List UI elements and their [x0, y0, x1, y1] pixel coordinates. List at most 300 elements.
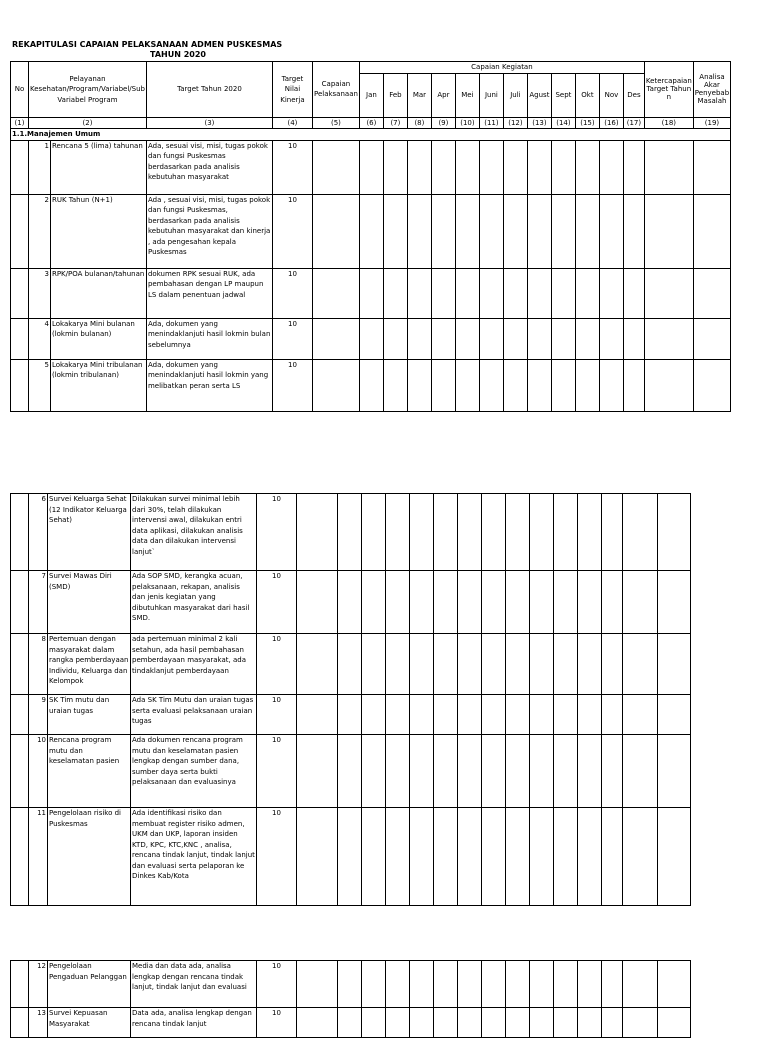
blank-cell: [11, 359, 29, 411]
table-row: [11, 140, 731, 194]
month-cell: [407, 194, 431, 268]
program-name: Lokakarya Mini tribulanan (lokmin tribulanan): [50, 359, 146, 411]
month-cell: [578, 808, 602, 906]
month-cell: [434, 808, 458, 906]
table-row: [11, 808, 691, 906]
month-cell: [530, 571, 554, 634]
analisa-cell: [658, 695, 691, 735]
month-cell: [410, 1008, 434, 1038]
header-pelayanan: Pelayanan Kesehatan/Program/Variabel/Sub Variabel Program: [29, 62, 147, 118]
program-name: Lokakarya Mini bulanan (lokmin bulanan): [50, 318, 146, 359]
month-cell: [383, 268, 407, 318]
month-cell: [623, 359, 644, 411]
month-cell: [359, 318, 383, 359]
month-cell: [479, 268, 503, 318]
column-number: (10): [455, 117, 479, 129]
ketercapaian-cell: [623, 961, 658, 1008]
month-cell: [410, 634, 434, 695]
target-description: dokumen RPK sesuai RUK, ada pembahasan dengan LP maupun LS dalam penentuan jadwal: [146, 268, 272, 318]
month-cell: [602, 634, 623, 695]
month-cell: [578, 634, 602, 695]
month-cell: [623, 194, 644, 268]
month-cell: [575, 140, 599, 194]
month-cell: [383, 140, 407, 194]
month-cell: [482, 634, 506, 695]
month-cell: [386, 695, 410, 735]
row-number: 3: [29, 268, 51, 318]
month-cell: [434, 735, 458, 808]
capaian-cell: [312, 140, 359, 194]
target-score: 10: [257, 695, 297, 735]
month-cell: [383, 194, 407, 268]
blank-cell: [11, 735, 29, 808]
month-cell: [338, 1008, 362, 1038]
month-cell: [599, 318, 623, 359]
analisa-cell: [658, 1008, 691, 1038]
month-cell: [623, 140, 644, 194]
month-cell: [602, 735, 623, 808]
table-row: [11, 695, 691, 735]
month-cell: [410, 571, 434, 634]
month-cell: [599, 268, 623, 318]
month-cell: [455, 359, 479, 411]
program-name: RPK/POA bulanan/tahunan: [50, 268, 146, 318]
row-number: 8: [29, 634, 48, 695]
blank-cell: [11, 961, 29, 1008]
ketercapaian-cell: [623, 735, 658, 808]
target-score: 10: [257, 961, 297, 1008]
target-score: 10: [257, 808, 297, 906]
target-score: 10: [272, 359, 312, 411]
month-cell: [530, 634, 554, 695]
month-header: Feb: [383, 73, 407, 117]
ketercapaian-cell: [623, 808, 658, 906]
month-header: Agust: [527, 73, 551, 117]
month-cell: [458, 808, 482, 906]
program-name: Rencana 5 (lima) tahunan: [50, 140, 146, 194]
table-body-2: [11, 494, 691, 906]
column-number: (15): [575, 117, 599, 129]
program-name: Survei Kepuasan Masyarakat: [48, 1008, 131, 1038]
month-cell: [530, 695, 554, 735]
column-number: (1): [11, 117, 29, 129]
target-description: Ada SOP SMD, kerangka acuan, pelaksanaan, rekapan, analisis dan jenis kegiatan yang dibutuhkan masyarakat dari hasil SMD.: [131, 571, 257, 634]
month-cell: [599, 140, 623, 194]
month-cell: [575, 359, 599, 411]
capaian-cell: [297, 1008, 338, 1038]
month-cell: [482, 961, 506, 1008]
month-cell: [386, 494, 410, 571]
month-cell: [482, 571, 506, 634]
ketercapaian-cell: [623, 695, 658, 735]
month-cell: [458, 571, 482, 634]
blank-cell: [11, 1008, 29, 1038]
month-cell: [338, 571, 362, 634]
month-cell: [362, 494, 386, 571]
capaian-cell: [297, 695, 338, 735]
row-number: 1: [29, 140, 51, 194]
month-cell: [554, 1008, 578, 1038]
month-cell: [530, 1008, 554, 1038]
target-description: Data ada, analisa lengkap dengan rencana tindak lanjut: [131, 1008, 257, 1038]
month-cell: [434, 634, 458, 695]
program-name: SK Tim mutu dan uraian tugas: [48, 695, 131, 735]
month-cell: [338, 634, 362, 695]
ketercapaian-cell: [644, 318, 693, 359]
target-score: 10: [257, 571, 297, 634]
table-row: [11, 194, 731, 268]
table-row: [11, 634, 691, 695]
month-cell: [623, 318, 644, 359]
program-name: Rencana program mutu dan keselamatan pasien: [48, 735, 131, 808]
column-number: (3): [146, 117, 272, 129]
header-target-tahun: Target Tahun 2020: [146, 62, 272, 118]
month-cell: [455, 194, 479, 268]
month-cell: [338, 735, 362, 808]
month-cell: [458, 735, 482, 808]
month-cell: [506, 735, 530, 808]
blank-cell: [11, 695, 29, 735]
month-cell: [551, 140, 575, 194]
month-cell: [506, 634, 530, 695]
month-cell: [458, 494, 482, 571]
month-cell: [479, 194, 503, 268]
month-cell: [554, 634, 578, 695]
analisa-cell: [658, 571, 691, 634]
month-cell: [578, 961, 602, 1008]
target-description: Ada SK Tim Mutu dan uraian tugas serta evaluasi pelaksanaan uraian tugas: [131, 695, 257, 735]
month-cell: [410, 494, 434, 571]
month-cell: [482, 494, 506, 571]
analisa-cell: [693, 268, 730, 318]
column-number: (16): [599, 117, 623, 129]
month-cell: [386, 634, 410, 695]
month-cell: [407, 318, 431, 359]
capaian-cell: [297, 961, 338, 1008]
month-cell: [506, 1008, 530, 1038]
column-number-row: [11, 117, 731, 129]
month-cell: [506, 695, 530, 735]
column-number: (4): [272, 117, 312, 129]
row-number: 2: [29, 194, 51, 268]
month-cell: [479, 359, 503, 411]
month-cell: [362, 571, 386, 634]
month-cell: [527, 140, 551, 194]
table-row: [11, 318, 731, 359]
table-body-1: [11, 140, 731, 411]
column-number: (17): [623, 117, 644, 129]
analisa-cell: [693, 194, 730, 268]
month-cell: [362, 695, 386, 735]
month-header: Mar: [407, 73, 431, 117]
table-row: [11, 735, 691, 808]
month-cell: [503, 318, 527, 359]
month-cell: [575, 194, 599, 268]
month-cell: [455, 268, 479, 318]
header-target-nilai: Target Nilai Kinerja: [272, 62, 312, 118]
column-number: (6): [359, 117, 383, 129]
month-cell: [599, 194, 623, 268]
target-score: 10: [257, 735, 297, 808]
analisa-cell: [658, 808, 691, 906]
month-cell: [434, 1008, 458, 1038]
month-cell: [479, 140, 503, 194]
month-cell: [530, 961, 554, 1008]
month-cell: [410, 735, 434, 808]
blank-cell: [11, 571, 29, 634]
month-cell: [506, 808, 530, 906]
row-number: 11: [29, 808, 48, 906]
month-header: Okt: [575, 73, 599, 117]
table-row: [11, 494, 691, 571]
month-cell: [407, 140, 431, 194]
month-cell: [602, 1008, 623, 1038]
month-cell: [458, 1008, 482, 1038]
target-description: Ada dokumen rencana program mutu dan keselamatan pasien lengkap dengan sumber dana, sumber daya serta bukti pelaksanaan dan evaluasinya: [131, 735, 257, 808]
month-cell: [554, 695, 578, 735]
month-cell: [455, 140, 479, 194]
month-cell: [527, 268, 551, 318]
program-name: RUK Tahun (N+1): [50, 194, 146, 268]
table-row: [11, 1008, 691, 1038]
analisa-cell: [658, 634, 691, 695]
month-header: Nov: [599, 73, 623, 117]
capaian-cell: [312, 194, 359, 268]
section-title: 1.1.Manajemen Umum: [11, 129, 731, 141]
ketercapaian-cell: [644, 268, 693, 318]
month-cell: [386, 961, 410, 1008]
recap-table-part-2: [10, 493, 691, 906]
month-cell: [431, 268, 455, 318]
month-cell: [575, 268, 599, 318]
table-row: [11, 571, 691, 634]
title-line-1: REKAPITULASI CAPAIAN PELAKSANAAN ADMEN PUSKESMAS: [12, 40, 283, 49]
capaian-cell: [297, 571, 338, 634]
month-cell: [431, 359, 455, 411]
target-description: Ada, sesuai visi, misi, tugas pokok dan fungsi Puskesmas berdasarkan pada analisis kebutuhan masyarakat: [146, 140, 272, 194]
month-header: Des: [623, 73, 644, 117]
month-cell: [410, 961, 434, 1008]
month-cell: [506, 571, 530, 634]
ketercapaian-cell: [623, 571, 658, 634]
month-header: Sept: [551, 73, 575, 117]
capaian-cell: [297, 494, 338, 571]
month-cell: [362, 634, 386, 695]
header-capaian-kegiatan: Capaian Kegiatan: [359, 62, 644, 74]
column-number: (8): [407, 117, 431, 129]
month-cell: [503, 194, 527, 268]
header-capaian-pelaksanaan: Capaian Pelaksanaan: [312, 62, 359, 118]
table-row: [11, 961, 691, 1008]
month-cell: [407, 268, 431, 318]
month-cell: [554, 808, 578, 906]
blank-cell: [11, 140, 29, 194]
month-cell: [362, 1008, 386, 1038]
month-cell: [554, 494, 578, 571]
title-line-2: TAHUN 2020: [150, 50, 206, 59]
month-cell: [551, 194, 575, 268]
month-cell: [431, 140, 455, 194]
month-cell: [386, 1008, 410, 1038]
month-cell: [578, 735, 602, 808]
month-cell: [623, 268, 644, 318]
blank-cell: [11, 634, 29, 695]
column-number: (7): [383, 117, 407, 129]
month-header: Juni: [479, 73, 503, 117]
ketercapaian-cell: [644, 194, 693, 268]
blank-cell: [11, 268, 29, 318]
month-cell: [383, 359, 407, 411]
month-cell: [458, 695, 482, 735]
month-cell: [506, 961, 530, 1008]
ketercapaian-cell: [644, 359, 693, 411]
column-number: (12): [503, 117, 527, 129]
month-cell: [383, 318, 407, 359]
ketercapaian-cell: [644, 140, 693, 194]
document-title: [12, 40, 312, 60]
row-number: 9: [29, 695, 48, 735]
program-name: Survei Mawas Diri (SMD): [48, 571, 131, 634]
row-number: 10: [29, 735, 48, 808]
ketercapaian-cell: [623, 1008, 658, 1038]
column-number: (11): [479, 117, 503, 129]
target-score: 10: [272, 268, 312, 318]
month-header: Jan: [359, 73, 383, 117]
month-header: Juli: [503, 73, 527, 117]
month-cell: [386, 735, 410, 808]
target-description: ada pertemuan minimal 2 kali setahun, ada hasil pembahasan pemberdayaan masyarakat, ada tindaklanjut pemberdayaan: [131, 634, 257, 695]
analisa-cell: [658, 735, 691, 808]
capaian-cell: [312, 318, 359, 359]
ketercapaian-cell: [623, 494, 658, 571]
month-cell: [482, 695, 506, 735]
header-analisa: Analisa Akar Penyebab Masalah: [693, 62, 730, 118]
target-score: 10: [257, 634, 297, 695]
ketercapaian-cell: [623, 634, 658, 695]
month-cell: [530, 494, 554, 571]
column-number: (5): [312, 117, 359, 129]
target-score: 10: [257, 494, 297, 571]
analisa-cell: [693, 140, 730, 194]
month-cell: [602, 961, 623, 1008]
month-cell: [458, 634, 482, 695]
month-cell: [530, 735, 554, 808]
program-name: Pengelolaan risiko di Puskesmas: [48, 808, 131, 906]
blank-cell: [11, 808, 29, 906]
target-score: 10: [272, 194, 312, 268]
month-cell: [434, 695, 458, 735]
table-row: [11, 268, 731, 318]
row-number: 13: [29, 1008, 48, 1038]
target-description: Ada , sesuai visi, misi, tugas pokok dan fungsi Puskesmas, berdasarkan pada analisis kebutuhan masyarakat dan kinerja , ada pengesahan kepala Puskesmas: [146, 194, 272, 268]
target-description: Dilakukan survei minimal lebih dari 30%, telah dilakukan intervensi awal, dilakukan entri data aplikasi, dilakukan analisis data dan dilakukan intervensi lanjut`: [131, 494, 257, 571]
month-cell: [602, 571, 623, 634]
table-body-3: [11, 961, 691, 1038]
month-cell: [554, 735, 578, 808]
row-number: 6: [29, 494, 48, 571]
month-cell: [431, 194, 455, 268]
column-number: (19): [693, 117, 730, 129]
month-cell: [554, 961, 578, 1008]
month-cell: [386, 808, 410, 906]
month-cell: [455, 318, 479, 359]
blank-cell: [11, 318, 29, 359]
capaian-cell: [297, 634, 338, 695]
recap-table-part-3: [10, 960, 691, 1038]
row-number: 4: [29, 318, 51, 359]
month-cell: [434, 494, 458, 571]
month-cell: [362, 961, 386, 1008]
recap-table-part-1: [10, 61, 731, 412]
row-number: 7: [29, 571, 48, 634]
month-cell: [410, 808, 434, 906]
column-number: (18): [644, 117, 693, 129]
capaian-cell: [312, 268, 359, 318]
month-cell: [503, 140, 527, 194]
column-number: (13): [527, 117, 551, 129]
month-cell: [359, 140, 383, 194]
month-cell: [479, 318, 503, 359]
target-score: 10: [272, 140, 312, 194]
target-description: Media dan data ada, analisa lengkap dengan rencana tindak lanjut, tindak lanjut dan evaluasi: [131, 961, 257, 1008]
month-cell: [527, 318, 551, 359]
capaian-cell: [297, 735, 338, 808]
month-cell: [554, 571, 578, 634]
month-cell: [527, 194, 551, 268]
target-description: Ada identifikasi risiko dan membuat register risiko admen, UKM dan UKP, laporan insiden KTD, KPC, KTC,KNC , analisa, rencana tindak lanjut, tindak lanjut dan evaluasi serta pelaporan ke Dinkes Kab/Kota: [131, 808, 257, 906]
month-cell: [503, 268, 527, 318]
month-cell: [599, 359, 623, 411]
target-score: 10: [257, 1008, 297, 1038]
month-cell: [575, 318, 599, 359]
month-cell: [338, 494, 362, 571]
month-cell: [530, 808, 554, 906]
column-number: (14): [551, 117, 575, 129]
month-cell: [578, 695, 602, 735]
month-cell: [578, 494, 602, 571]
table-row: [11, 359, 731, 411]
month-cell: [359, 194, 383, 268]
month-cell: [482, 808, 506, 906]
month-cell: [578, 1008, 602, 1038]
program-name: Survei Keluarga Sehat (12 Indikator Keluarga Sehat): [48, 494, 131, 571]
month-cell: [503, 359, 527, 411]
row-number: 5: [29, 359, 51, 411]
month-cell: [362, 808, 386, 906]
target-description: Ada, dokumen yang menindaklanjuti hasil lokmin yang melibatkan peran serta LS: [146, 359, 272, 411]
month-cell: [362, 735, 386, 808]
target-description: Ada, dokumen yang menindaklanjuti hasil lokmin bulan sebelumnya: [146, 318, 272, 359]
month-cell: [407, 359, 431, 411]
analisa-cell: [658, 961, 691, 1008]
month-cell: [482, 1008, 506, 1038]
month-cell: [578, 571, 602, 634]
column-number: (9): [431, 117, 455, 129]
header-ketercapaian: Ketercapaian Target Tahun n: [644, 62, 693, 118]
row-number: 12: [29, 961, 48, 1008]
month-header: Apr: [431, 73, 455, 117]
month-cell: [527, 359, 551, 411]
month-cell: [551, 318, 575, 359]
month-cell: [434, 571, 458, 634]
month-cell: [551, 359, 575, 411]
analisa-cell: [693, 318, 730, 359]
blank-cell: [11, 194, 29, 268]
target-score: 10: [272, 318, 312, 359]
month-cell: [338, 961, 362, 1008]
month-cell: [434, 961, 458, 1008]
capaian-cell: [297, 808, 338, 906]
